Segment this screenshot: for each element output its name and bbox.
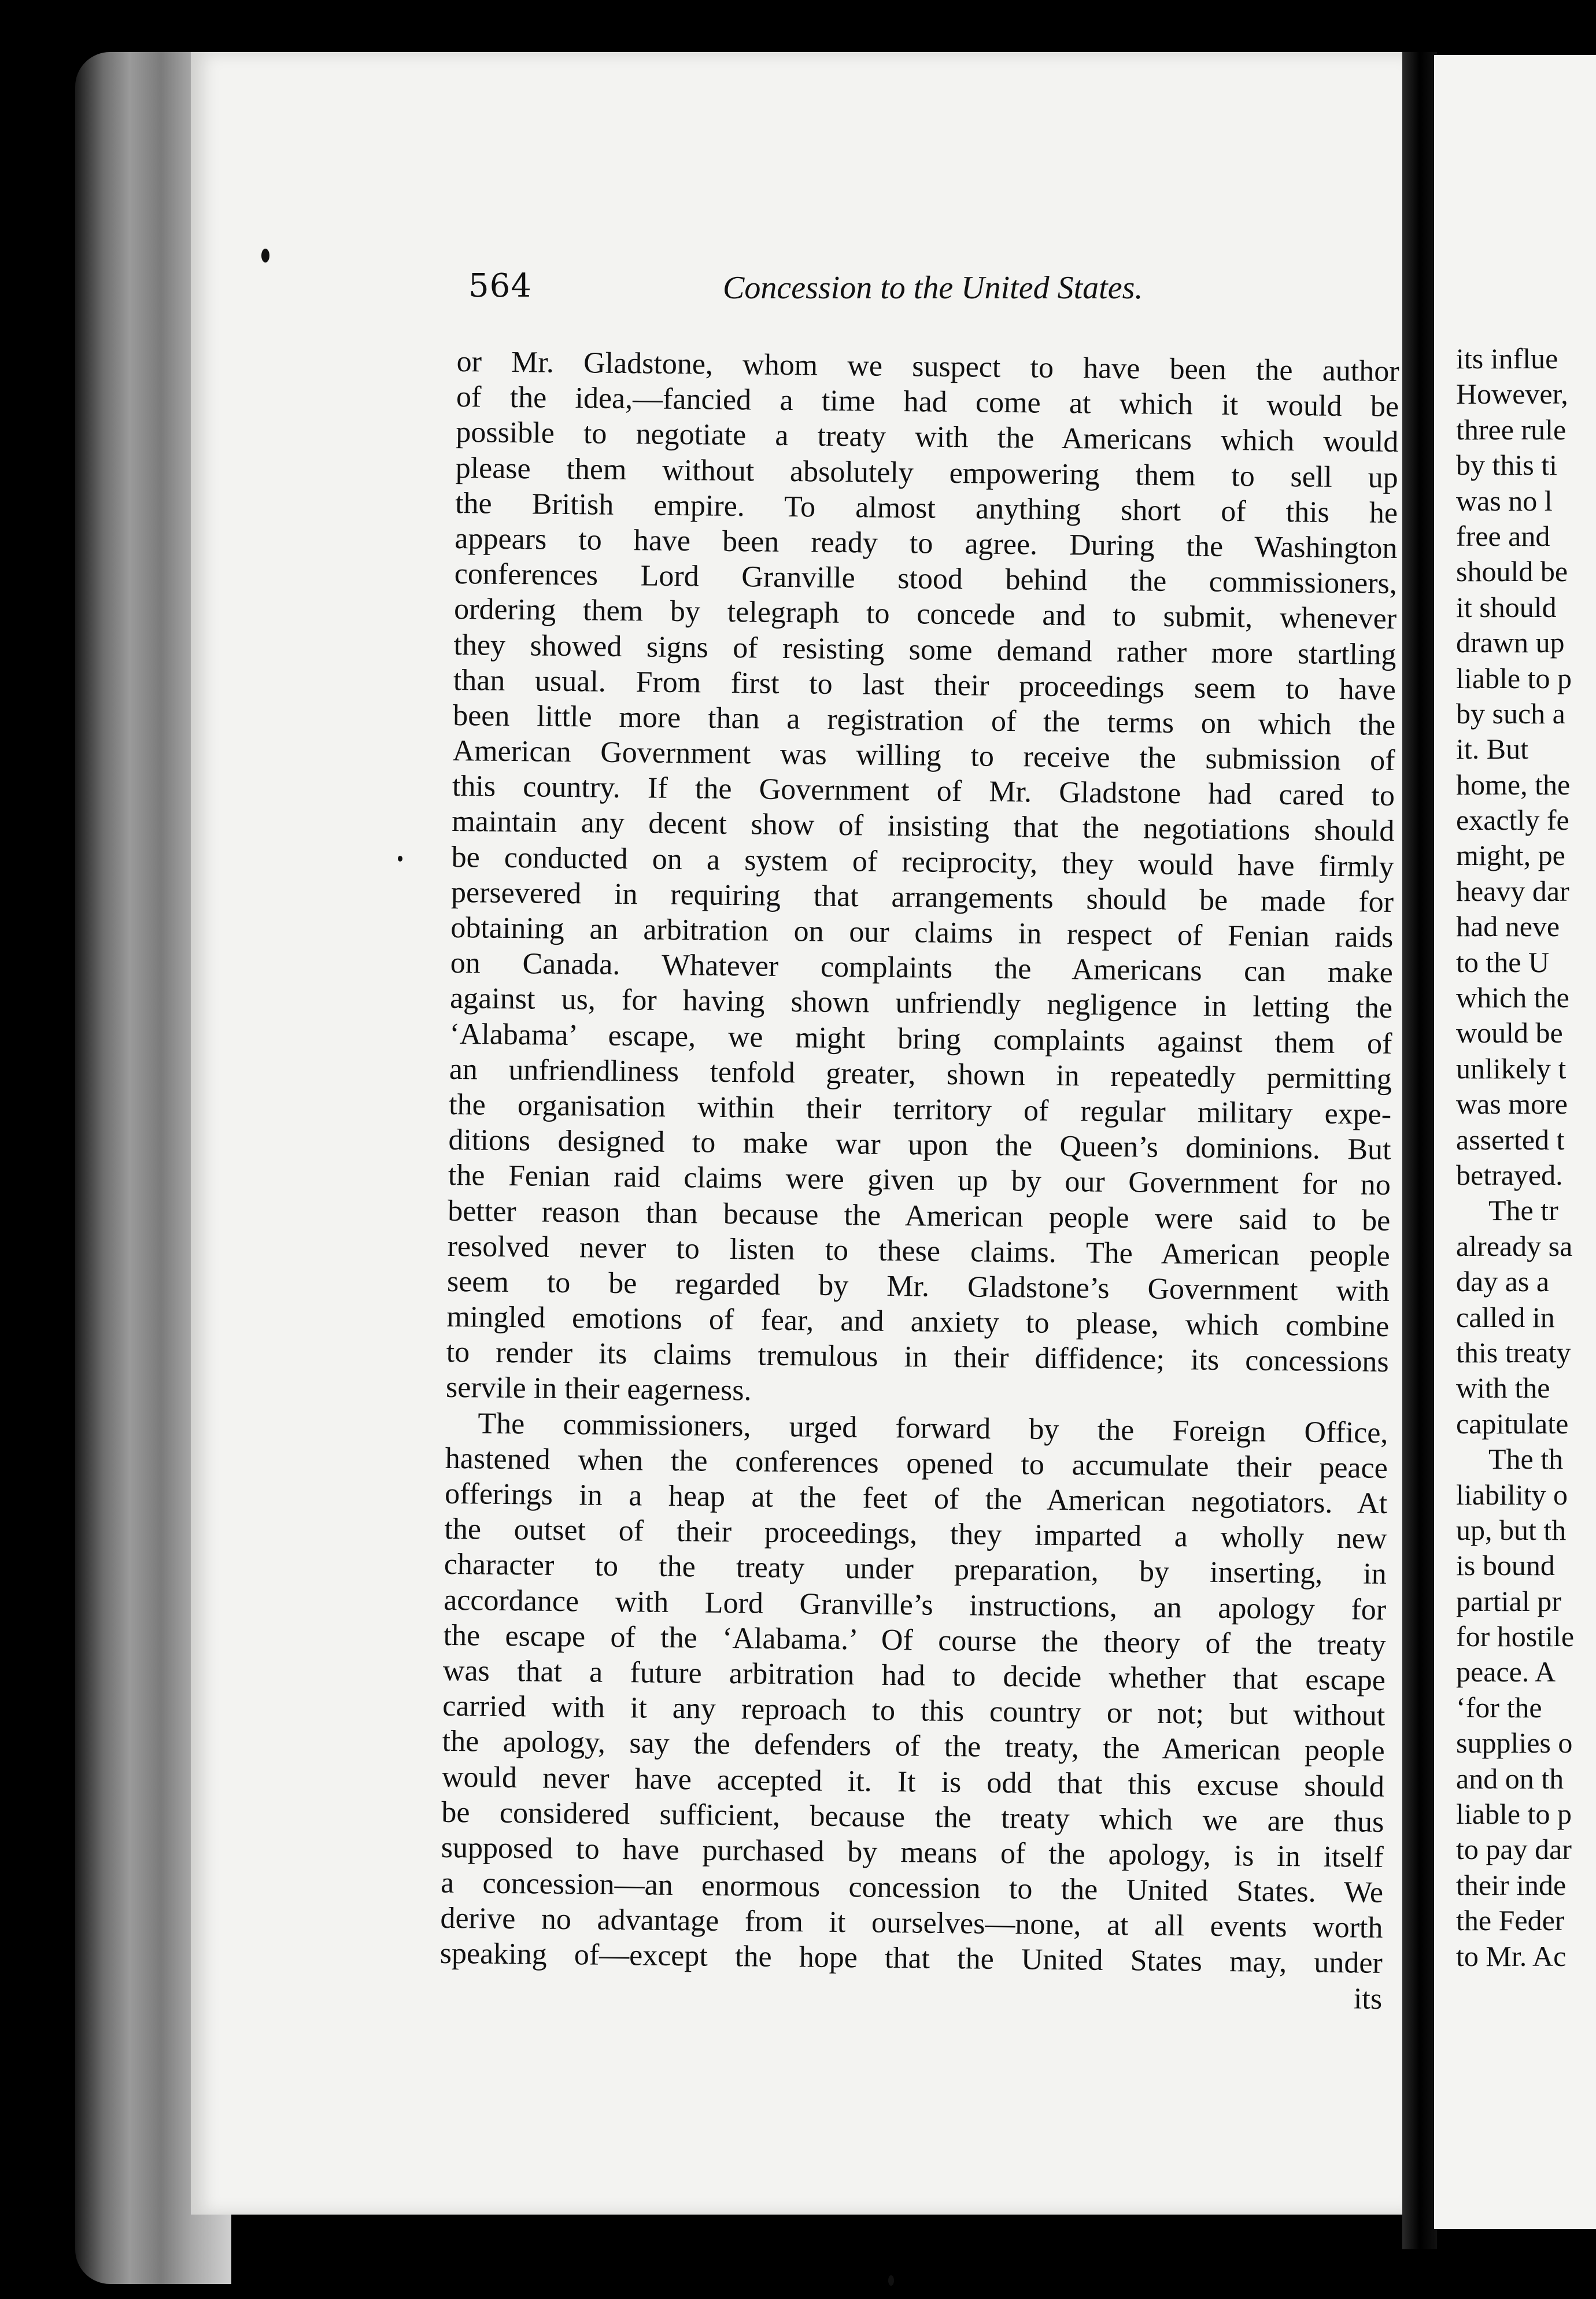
text-line: the organisation within their territory of regular military expe- [448,1088,1392,1131]
text-line: the outset of their proceedings, they imparted a wholly new [444,1513,1387,1556]
right-page-line: to Mr. Ac [1456,1939,1567,1972]
text-line: a concession—an enormous concession to the United States. We [440,1866,1384,1909]
right-page-line: betrayed. [1456,1158,1563,1191]
text-line: The commissioners, urged forward by the Foreign Office, [478,1407,1388,1450]
text-line: against us, for having shown unfriendly negligence in letting the [449,982,1393,1025]
text-line: on Canada. Whatever complaints the Americans can make [450,947,1393,990]
right-page-line: would be [1456,1017,1563,1049]
right-page-line: which the [1456,981,1569,1014]
text-line: appears to have been ready to agree. During the Washington [455,522,1398,565]
right-page-line: for hostile [1456,1620,1575,1653]
text-line: obtaining an arbitration on our claims in respect of Fenian raids [450,911,1394,955]
right-page-line: However, [1456,378,1568,411]
text-line: possible to negotiate a treaty with the Americans which would [456,416,1399,459]
text-line: maintain any decent show of insisting that the negotiations should [452,805,1395,848]
running-head [468,267,1162,319]
right-page-line: The th [1488,1443,1564,1476]
text-line: been little more than a registration of the terms on which the [452,698,1396,742]
text-line: ‘Alabama’ escape, we might bring complaints against them of [449,1017,1392,1060]
text-line: they showed signs of resisting some demand rather more startling [453,628,1396,671]
text-line: an unfriendliness tenfold greater, shown in repeatedly permitting [449,1052,1392,1096]
right-page-line: unlikely t [1456,1052,1567,1085]
text-line: ditions designed to make war upon the Queen’s dominions. But [448,1123,1391,1167]
right-page-line: supplies o [1456,1727,1573,1760]
text-line: accordance with Lord Granville’s instructions, an apology for [443,1583,1387,1627]
text-line: be considered sufficient, because the treaty which we are thus [441,1795,1384,1839]
text-line: conferences Lord Granville stood behind the commissioners, [454,557,1398,601]
catchword: its [1353,1982,1383,2016]
text-line: offerings in a heap at the feet of the American negotiators. At [444,1477,1388,1520]
right-page-line: liability o [1456,1478,1568,1511]
text-line: seem to be regarded by Mr. Gladstone’s Government with [446,1265,1390,1308]
right-page-line: is bound [1456,1549,1555,1582]
text-line: was that a future arbitration had to decide whether that escape [442,1654,1386,1697]
text-line: hastened when the conferences opened to accumulate their peace [445,1442,1388,1485]
text-line: derive no advantage from it ourselves—none, at all events worth [440,1902,1383,1945]
right-page-line: with the [1456,1372,1550,1404]
right-page-line: up, but th [1456,1513,1567,1546]
text-line: persevered in requiring that arrangements should be made for [450,875,1394,919]
text-line: better reason than because the American people were said to be [448,1194,1391,1237]
right-page-line: ‘for the [1456,1691,1542,1724]
right-page-line: it should [1456,590,1557,623]
right-page-line: to pay dar [1456,1833,1572,1866]
text-line: the British empire. To almost anything short of this he [455,486,1398,530]
text-line: American Government was willing to receive the submission of [452,734,1395,778]
margin-mark [888,2275,894,2286]
text-line: of the idea,—fancied a time had come at which it would be [456,380,1399,424]
text-line: supposed to have purchased by means of the apology, is in itself [441,1831,1384,1874]
right-page-line: their inde [1456,1868,1567,1901]
body-text [439,344,1399,2017]
right-page-line: and on th [1456,1762,1564,1795]
text-line: ordering them by telegraph to concede and to submit, whenever [453,593,1397,636]
right-page-line: partial pr [1456,1584,1561,1617]
right-page-line: was no l [1456,484,1553,517]
right-page-line: should be [1456,555,1568,588]
right-page-line: by such a [1456,697,1565,730]
text-line: servile in their eagerness. [445,1371,752,1407]
text-line: the Fenian raid claims were given up by our Government for no [448,1159,1391,1202]
right-page-line: was more [1456,1088,1568,1121]
right-page-line: to the U [1456,945,1550,978]
text-line: than usual. From first to last their proceedings seem to have [453,663,1396,707]
right-page-line: home, the [1456,768,1571,801]
right-page-line: the Feder [1456,1904,1565,1937]
text-line: would never have accepted it. It is odd that this excuse should [441,1760,1385,1803]
text-line: this country. If the Government of Mr. Gladstone had cared to [452,770,1395,813]
text-line: to render its claims tremulous in their diffidence; its concessions [446,1336,1389,1379]
right-page-line: already sa [1456,1229,1573,1262]
text-line: resolved never to listen to these claims. The American people [447,1229,1390,1273]
text-line: carried with it any reproach to this country or not; but without [442,1689,1386,1733]
right-page-line: might, pe [1456,839,1565,872]
right-page-line: its influe [1456,342,1558,375]
right-page-line: had neve [1456,910,1560,943]
right-page-line: peace. A [1456,1655,1556,1688]
right-page-line: liable to p [1456,661,1572,694]
text-line: the escape of the ‘Alabama.’ Of course the theory of the treaty [443,1618,1386,1662]
right-page-line: three rule [1456,413,1567,446]
right-page-line: this treaty [1456,1336,1571,1369]
running-title: Concession to the United States. [723,270,1143,306]
text-line: be conducted on a system of reciprocity, they would have firmly [451,840,1394,884]
text-line: the apology, say the defenders of the treaty, the American people [442,1725,1385,1768]
right-page-line: drawn up [1456,626,1565,659]
right-page-line: liable to p [1456,1798,1572,1831]
right-page-text [1456,341,1596,1974]
right-page-line: free and [1456,519,1550,552]
page-number: 564 [468,267,532,305]
right-page-line: asserted t [1456,1123,1565,1156]
margin-mark [398,856,402,862]
right-page-line: exactly fe [1456,804,1569,837]
text-line: character to the treaty under preparation, by inserting, in [444,1548,1387,1591]
margin-mark [261,249,269,263]
right-page-line: it. But [1456,733,1529,766]
text-line: mingled emotions of fear, and anxiety to please, which combine [446,1300,1390,1344]
text-line: speaking of—except the hope that the United States may, under [439,1937,1383,1980]
right-page-line: The tr [1488,1194,1558,1227]
right-page-line: day as a [1456,1265,1550,1298]
text-line: or Mr. Gladstone, whom we suspect to have been the author [456,345,1399,389]
book-gutter [1402,52,1437,2249]
right-page-line: heavy dar [1456,874,1569,907]
text-line: please them without absolutely empowering them to sell up [455,451,1398,494]
right-page-line: by this ti [1456,449,1558,482]
right-page-line: capitulate [1456,1407,1569,1440]
right-page-line: called in [1456,1300,1555,1333]
